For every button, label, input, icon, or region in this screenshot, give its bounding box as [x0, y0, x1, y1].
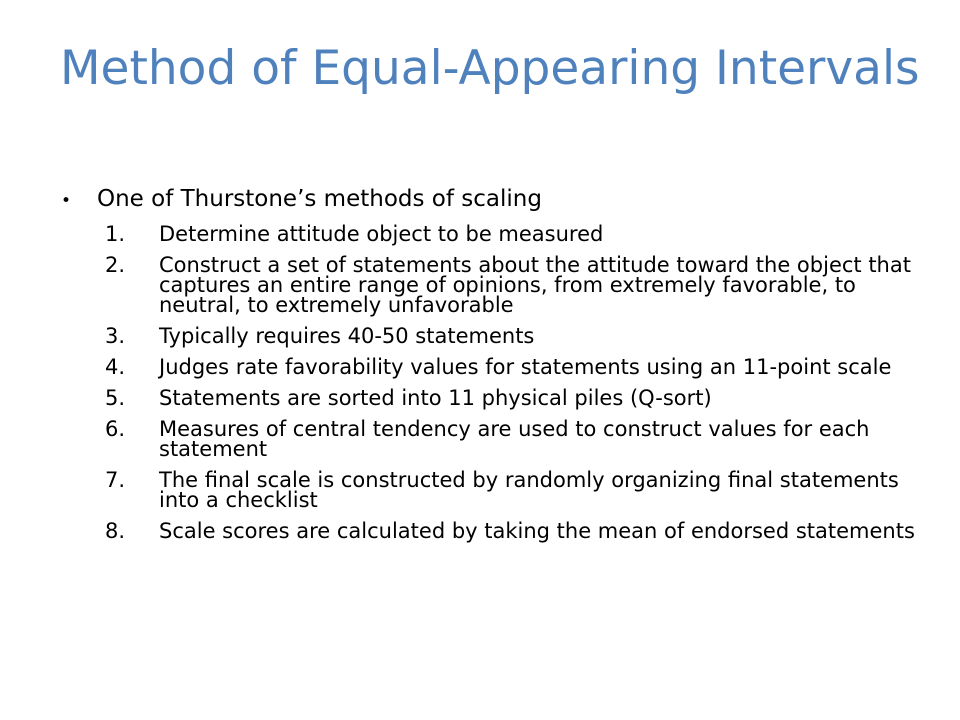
step-text: The final scale is constructed by randomly organizing final statements into a checklist — [159, 468, 899, 512]
bullet-marker-icon: • — [61, 191, 72, 211]
bullet-item — [60, 184, 920, 216]
step-number: 4. — [105, 355, 126, 379]
step-item — [105, 224, 920, 244]
slide-body — [60, 184, 920, 552]
step-number: 1. — [105, 222, 126, 246]
step-item — [105, 357, 920, 377]
step-text: Statements are sorted into 11 physical piles (Q-sort) — [159, 386, 712, 410]
step-item — [105, 521, 920, 541]
slide-title: Method of Equal-Appearing Intervals — [60, 41, 920, 96]
step-text: Determine attitude object to be measured — [159, 222, 604, 246]
step-text: Judges rate favorability values for statements using an 11-point scale — [159, 355, 892, 379]
step-text: Measures of central tendency are used to construct values for each statement — [159, 417, 870, 461]
step-item — [105, 470, 920, 510]
step-number: 6. — [105, 417, 126, 441]
step-text: Typically requires 40-50 statements — [159, 324, 535, 348]
step-number: 2. — [105, 253, 126, 277]
step-number: 8. — [105, 519, 126, 543]
step-number: 7. — [105, 468, 126, 492]
step-text: Scale scores are calculated by taking the mean of endorsed statements — [159, 519, 915, 543]
step-number: 3. — [105, 324, 126, 348]
bullet-text: One of Thurstone’s methods of scaling — [97, 186, 542, 212]
step-item — [105, 255, 920, 315]
steps-list — [60, 224, 920, 541]
step-item — [105, 419, 920, 459]
step-number: 5. — [105, 386, 126, 410]
step-item — [105, 326, 920, 346]
step-text: Construct a set of statements about the attitude toward the object that captures an entire range of opinions, from extremely favorable, to neutral, to extremely unfavorable — [159, 253, 911, 317]
step-item — [105, 388, 920, 408]
